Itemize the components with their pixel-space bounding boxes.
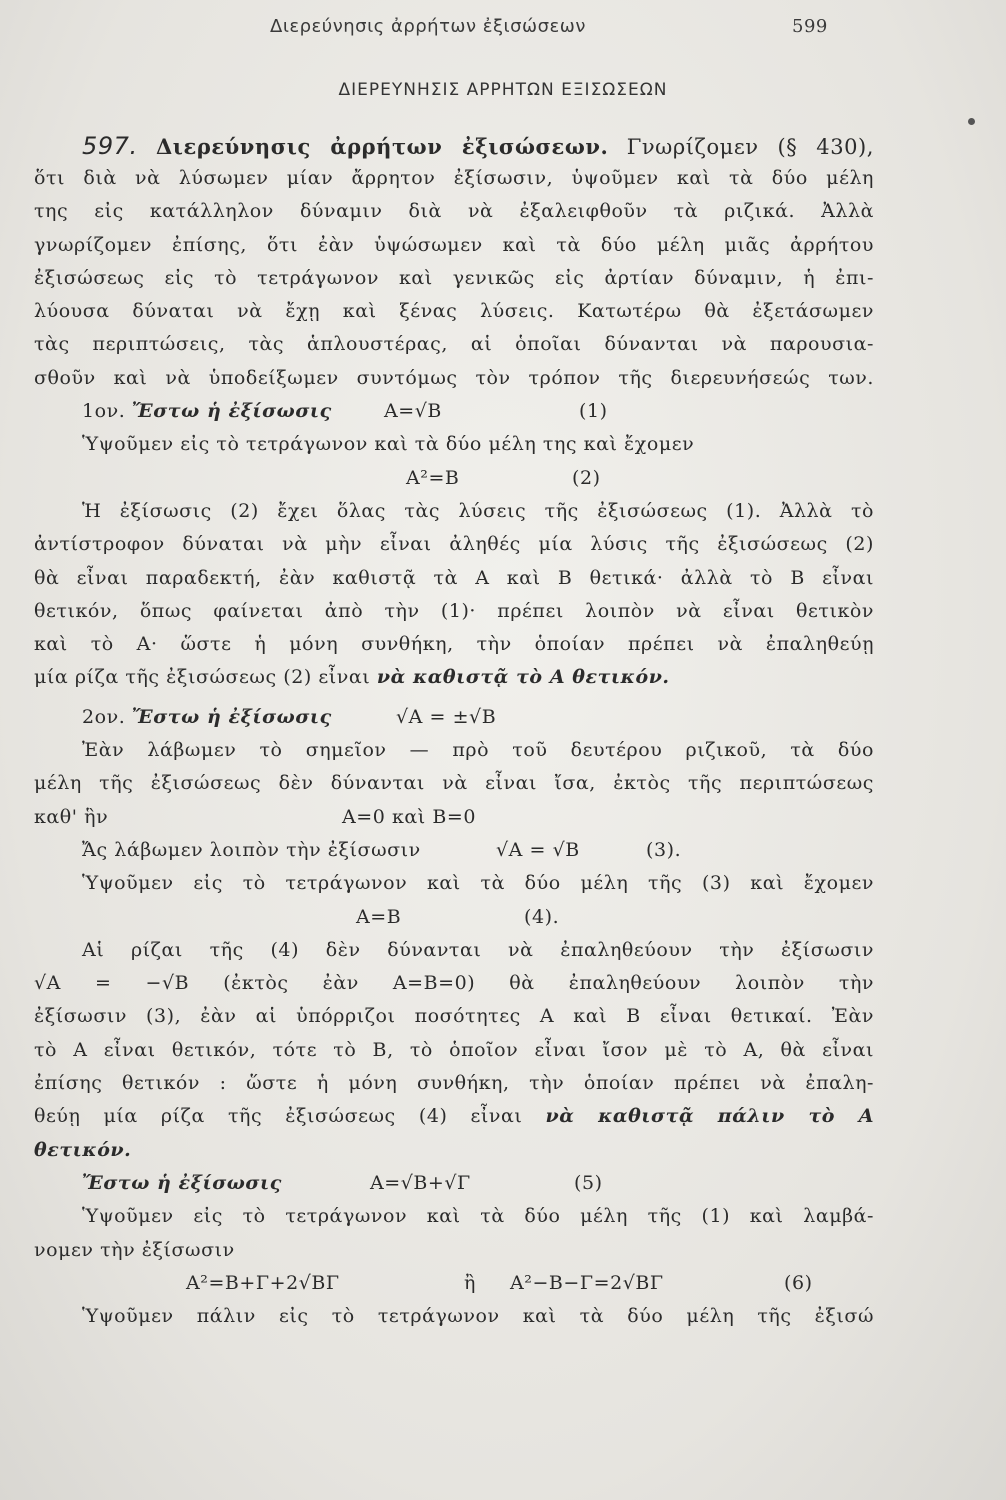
text-line (34, 124, 874, 162)
equation-tag: (6) (784, 1271, 813, 1294)
text-line: γνωρίζομεν ἐπίσης, ὅτι ἐὰν ὑψώσωμεν καὶ τὰ δύο μέλη μιᾶς ἀρρήτου (34, 233, 874, 256)
equation-connector: ἢ (464, 1271, 476, 1294)
equation-tag: (4). (524, 905, 560, 928)
text-line: ἐπίσης θετικόν : ὥστε ἡ μόνη συνθήκη, τὴν ὁποίαν πρέπει νὰ ἐπαλη- (34, 1072, 874, 1095)
text-line: ὅτι διὰ νὰ λύσωμεν μίαν ἄρρητον ἐξίσωσιν, ὑψοῦμεν καὶ τὰ δύο μέλη (34, 167, 874, 189)
text-line: σθοῦν καὶ νὰ ὑποδείξωμεν συντόμως τὸν τρόπον τῆς διερευνήσεώς των. (34, 366, 874, 389)
text-line: της εἰς κατάλληλον δύναμιν διὰ νὰ ἐξαλειφθοῦν τὰ ριζικά. Ἀλλὰ (34, 200, 874, 223)
text-line (34, 1100, 874, 1133)
case-intro: Ἔστω ἡ ἐξίσωσις (131, 705, 332, 728)
text-line (34, 834, 874, 867)
equation: A²=B (406, 466, 460, 489)
text-line: μέλη τῆς ἐξισώσεως δὲν δύνανται νὰ εἶναι ἴσα, ἐκτὸς τῆς περιπτώσεως (34, 772, 874, 795)
text-line: τὰς περιπτώσεις, τὰς ἁπλουστέρας, αἱ ὁποῖαι δύνανται νὰ παρουσια- (34, 333, 874, 356)
text-line: νομεν τὴν ἐξίσωσιν (34, 1238, 235, 1261)
equation: A²=B+Γ+2√BΓ (186, 1271, 340, 1294)
equation-tag: (1) (579, 400, 608, 423)
equation: A=B (356, 905, 402, 928)
case-line (34, 1167, 874, 1200)
text-line: θετικόν. (34, 1138, 132, 1161)
paragraph-number: 597. (82, 132, 138, 160)
equation-tag: (5) (574, 1171, 603, 1194)
equation-tag: (3). (646, 838, 682, 861)
case-line (34, 701, 874, 734)
equation: √A = ±√B (396, 705, 497, 728)
case-label: 2ον. (82, 705, 126, 728)
text-line (34, 801, 874, 834)
text-line: ἐξίσωσιν (3), ἐὰν αἱ ὑπόρριζοι ποσότητες A καὶ B εἶναι θετικαί. Ἐὰν (34, 1005, 874, 1028)
text-line: √A = −√B (ἐκτὸς ἐὰν A=B=0) θὰ ἐπαληθεύουν λοιπὸν τὴν (34, 972, 874, 995)
text-segment: θεύῃ μία ρίζα τῆς ἐξισώσεως (4) εἶναι (34, 1105, 523, 1128)
text-line: Ἡ ἐξίσωσις (2) ἔχει ὅλας τὰς λύσεις τῆς ἐξισώσεως (1). Ἀλλὰ τὸ (82, 499, 874, 522)
equation: A=√B (384, 400, 442, 423)
emphasis: νὰ καθιστᾷ πάλιν τὸ A (545, 1105, 874, 1128)
text-line (34, 661, 874, 694)
text-line: τὸ A εἶναι θετικόν, τότε τὸ B, τὸ ὁποῖον εἶναι ἴσον μὲ τὸ A, θὰ εἶναι (34, 1038, 874, 1061)
paragraph-title: Διερεύνησις ἀρρήτων ἐξισώσεων. (155, 134, 609, 159)
text-line: θετικόν, ὅπως φαίνεται ἀπὸ τὴν (1)· πρέπει λοιπὸν νὰ εἶναι θετικὸν (34, 599, 874, 622)
text-segment: Ἄς λάβωμεν λοιπὸν τὴν ἐξίσωσιν (82, 838, 421, 861)
case-label: 1ον. (82, 400, 126, 423)
equation: A=0 καὶ B=0 (342, 805, 476, 828)
print-speck (968, 118, 975, 125)
emphasis: νὰ καθιστᾷ τὸ A θετικόν. (376, 666, 670, 689)
page-number: 599 (792, 16, 828, 37)
equation: A²−B−Γ=2√BΓ (510, 1271, 664, 1294)
text-line: Ὑψοῦμεν εἰς τὸ τετράγωνον καὶ τὰ δύο μέλη τῆς (3) καὶ ἔχομεν (82, 872, 874, 895)
text-line: ἀντίστροφον δύναται νὰ μὴν εἶναι ἀληθές μία λύσις τῆς ἐξισώσεως (2) (34, 533, 874, 556)
running-title: Διερεύνησις ἀρρήτων ἐξισώσεων (270, 16, 586, 37)
text-line: Αἱ ρίζαι τῆς (4) δὲν δύνανται νὰ ἐπαληθεύουν τὴν ἐξίσωσιν (82, 938, 874, 961)
equation-line (34, 901, 874, 934)
text-line: καὶ τὸ A· ὥστε ἡ μόνη συνθήκη, τὴν ὁποίαν πρέπει νὰ ἐπαληθεύῃ (34, 633, 874, 656)
text-segment: μία ρίζα τῆς ἐξισώσεως (2) εἶναι (34, 666, 371, 689)
equation: √A = √B (496, 838, 580, 861)
equation-line (34, 1267, 874, 1300)
text-segment: καθ' ἣν (34, 805, 109, 828)
text-segment: Γνωρίζομεν (§ 430), (626, 135, 874, 159)
text-line: θὰ εἶναι παραδεκτή, ἐὰν καθιστᾷ τὰ A καὶ B θετικά· ἀλλὰ τὸ B εἶναι (34, 566, 874, 589)
text-line: ἐξισώσεως εἰς τὸ τετράγωνον καὶ γενικῶς εἰς ἀρτίαν δύναμιν, ἡ ἐπι- (34, 266, 874, 289)
text-line: Ὑψοῦμεν πάλιν εἰς τὸ τετράγωνον καὶ τὰ δύο μέλη τῆς ἐξισώ (82, 1305, 874, 1328)
text-line: Ὑψοῦμεν εἰς τὸ τετράγωνον καὶ τὰ δύο μέλη της καὶ ἔχομεν (82, 433, 695, 456)
case-intro: Ἔστω ἡ ἐξίσωσις (82, 1171, 282, 1194)
case-intro: Ἔστω ἡ ἐξίσωσις (131, 400, 332, 423)
text-line: Ἐὰν λάβωμεν τὸ σημεῖον — πρὸ τοῦ δευτέρου ριζικοῦ, τὰ δύο (82, 739, 874, 762)
equation-tag: (2) (572, 466, 601, 489)
equation: A=√B+√Γ (370, 1171, 471, 1194)
text-line: Ὑψοῦμεν εἰς τὸ τετράγωνον καὶ τὰ δύο μέλη τῆς (1) καὶ λαμβά- (82, 1205, 874, 1228)
text-line: λύουσα δύναται νὰ ἔχῃ καὶ ξένας λύσεις. Κατωτέρω θὰ ἐξετάσωμεν (34, 300, 874, 323)
equation-line (34, 462, 874, 495)
section-heading: ΔΙΕΡΕΥΝΗΣΙΣ ΑΡΡΗΤΩΝ ΕΞΙΣΩΣΕΩΝ (338, 80, 668, 100)
case-line (34, 395, 874, 428)
body-text (34, 124, 874, 1333)
running-head (0, 12, 1006, 42)
